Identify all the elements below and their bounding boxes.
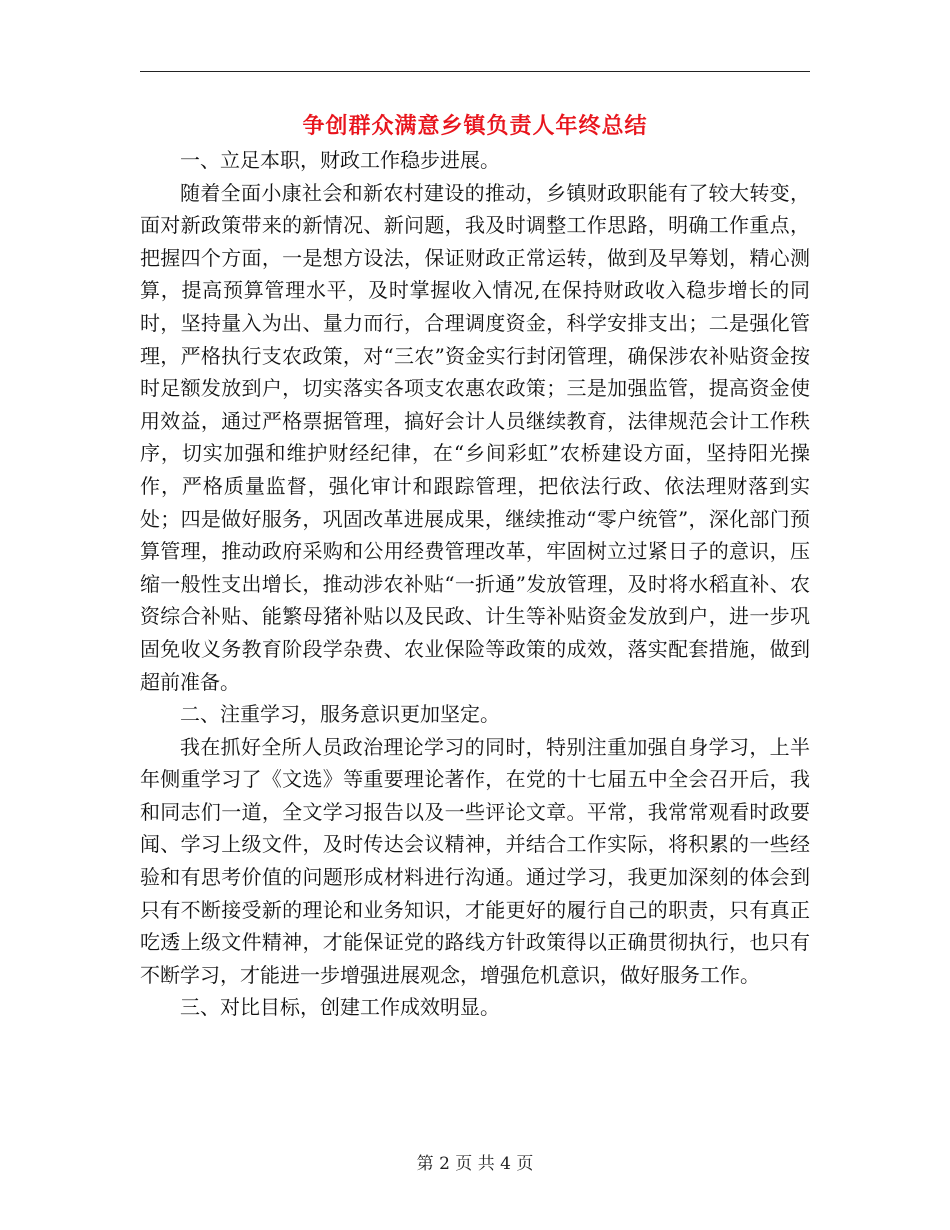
paragraph-study: 我在抓好全所人员政治理论学习的同时，特别注重加强自身学习，上半年侧重学习了《文选》等重要理论著作，在党的十七届五中全会召开后，我和同志们一道，全文学习报告以及一些评论文章。平常，我常常观看时政要闻、学习上级文件，及时传达会议精神，并结合工作实际，将积累的一些经验和有思考价值的问题形成材料进行沟通。通过学习，我更加深刻的体会到只有不断接受新的理论和业务知识，才能更好的履行自己的职责，只有真正吃透上级文件精神，才能保证党的路线方针政策得以正确贯彻执行，也只有不断学习，才能进一步增强进展观念，增强危机意识，做好服务工作。 (140, 734, 810, 987)
document-body (140, 144, 810, 1024)
section-heading-1: 一、立足本职，财政工作稳步进展。 (180, 148, 500, 172)
section-heading-2: 二、注重学习，服务意识更加坚定。 (180, 702, 500, 727)
paragraph-finance: 随着全面小康社会和新农村建设的推动，乡镇财政职能有了较大转变，面对新政策带来的新情况、新问题，我及时调整工作思路，明确工作重点，把握四个方面，一是想方设法，保证财政正常运转，做到及早筹划，精心测算，提高预算管理水平，及时掌握收入情况,在保持财政收入稳步增长的同时，坚持量入为出、量力而行，合理调度资金，科学安排支出；二是强化管理，严格执行支农政策，对“三农”资金实行封闭管理，确保涉农补贴资金按时足额发放到户，切实落实各项支农惠农政策；三是加强监管，提高资金使用效益，通过严格票据管理，搞好会计人员继续教育，法律规范会计工作秩序，切实加强和维护财经纪律，在“乡间彩虹”农桥建设方面，坚持阳光操作，严格质量监督，强化审计和跟踪管理，把依法行政、依法理财落到实处；四是做好服务，巩固改革进展成果，继续推动“零户统管”，深化部门预算管理，推动政府采购和公用经费管理改革，牢固树立过紧日子的意识，压缩一般性支出增长，推动涉农补贴“一折通”发放管理，及时将水稻直补、农资综合补贴、能繁母猪补贴以及民政、计生等补贴资金发放到户，进一步巩固免收义务教育阶段学杂费、农业保险等政策的成效，落实配套措施，做到超前准备。 (140, 180, 810, 694)
page-number-footer: 第 2 页 共 4 页 (416, 1154, 534, 1174)
section-heading-3: 三、对比目标，创建工作成效明显。 (180, 995, 500, 1020)
document-title: 争创群众满意乡镇负责人年终总结 (302, 113, 648, 139)
header-rule (140, 71, 810, 72)
